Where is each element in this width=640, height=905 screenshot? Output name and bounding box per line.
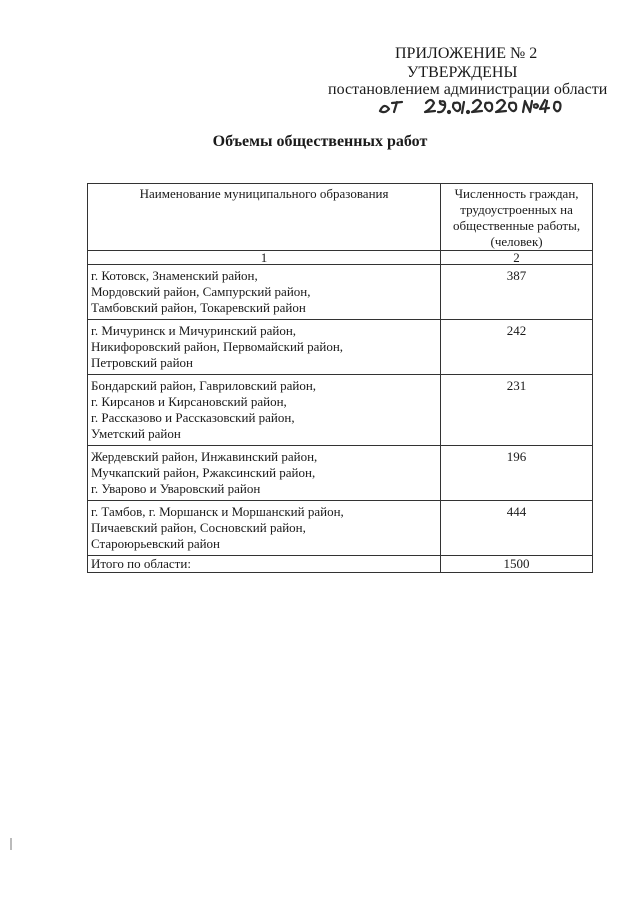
total-label: Итого по области: [88, 556, 441, 573]
column-number-2: 2 [441, 251, 593, 265]
municipality-line: Мучкапский район, Ржаксинский район, [91, 465, 316, 480]
municipality-line: Петровский район [91, 355, 193, 370]
municipality-line: Староюрьевский район [91, 536, 221, 551]
appendix-label: ПРИЛОЖЕНИЕ № 2 [395, 45, 538, 62]
table-row [88, 265, 593, 320]
municipality-line: Тамбовский район, Токаревский район [91, 300, 306, 315]
table-row [88, 375, 593, 446]
municipality-line: Пичаевский район, Сосновский район, [91, 520, 306, 535]
municipality-line: Жердевский район, Инжавинский район, [91, 449, 318, 464]
total-row [88, 556, 593, 573]
handwritten-date-signature [376, 93, 566, 117]
municipality-line: г. Уварово и Уваровский район [91, 481, 261, 496]
municipality-cell [88, 501, 441, 556]
municipality-cell [88, 265, 441, 320]
column-numbers-row [88, 251, 593, 265]
employed-count-cell: 387 [441, 265, 593, 320]
public-works-table [87, 183, 593, 573]
table-header-row [88, 184, 593, 251]
employed-count-cell: 242 [441, 320, 593, 375]
table-row [88, 320, 593, 375]
approved-label: УТВЕРЖДЕНЫ [407, 64, 518, 81]
municipality-line: Бондарский район, Гавриловский район, [91, 378, 317, 393]
municipality-line: Мордовский район, Сампурский район, [91, 284, 311, 299]
column-number-1: 1 [88, 251, 441, 265]
municipality-cell [88, 320, 441, 375]
municipality-line: г. Мичуринск и Мичуринский район, [91, 323, 297, 338]
municipality-line: г. Кирсанов и Кирсановский район, [91, 394, 287, 409]
municipality-line: г. Тамбов, г. Моршанск и Моршанский район, [91, 504, 344, 519]
employed-count-cell: 231 [441, 375, 593, 446]
municipality-line: г. Котовск, Знаменский район, [91, 268, 258, 283]
column-header-employed-count: Численность граждан, трудоустроенных на общественные работы, (человек) [441, 184, 593, 251]
municipality-cell [88, 375, 441, 446]
employed-count-cell: 196 [441, 446, 593, 501]
municipality-line: Уметский район [91, 426, 181, 441]
table-row [88, 446, 593, 501]
document-title: Объемы общественных работ [212, 133, 428, 150]
resolution-label: постановлением администрации области [328, 81, 608, 98]
total-value: 1500 [441, 556, 593, 573]
municipality-line: г. Рассказово и Рассказовский район, [91, 410, 295, 425]
column-header-municipality: Наименование муниципального образования [88, 184, 441, 251]
scan-mark [10, 838, 12, 850]
employed-count-cell: 444 [441, 501, 593, 556]
municipality-cell [88, 446, 441, 501]
municipality-line: Никифоровский район, Первомайский район, [91, 339, 344, 354]
table-row [88, 501, 593, 556]
